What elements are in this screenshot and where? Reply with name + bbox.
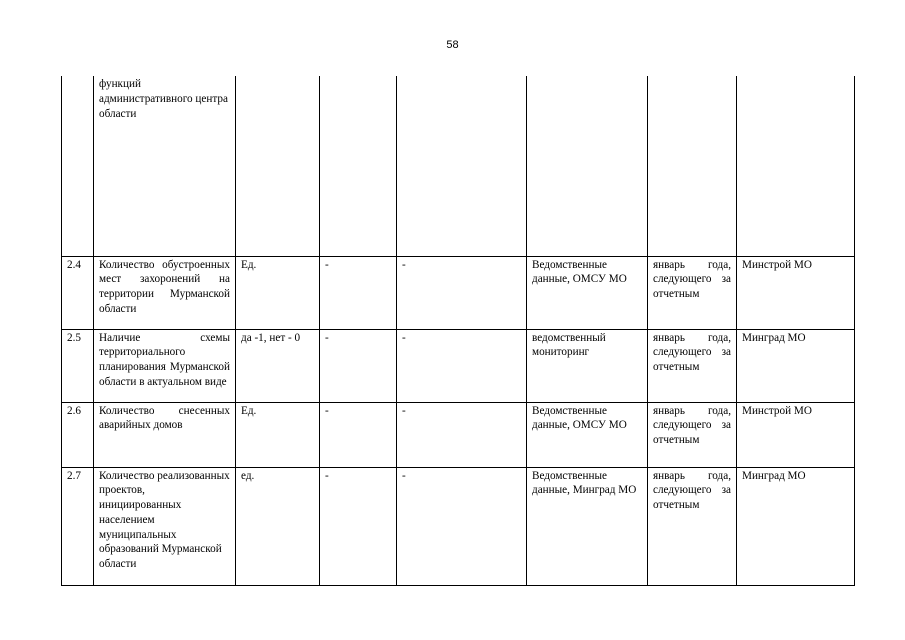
cell-responsible: Минстрой МО (737, 402, 855, 467)
cell-col5: - (397, 329, 527, 402)
cell-indicator: Количество снесенных аварийных домов (94, 402, 236, 467)
cell-col5: - (397, 402, 527, 467)
table-row (62, 402, 855, 467)
cell-source: Ведомственные данные, ОМСУ МО (527, 256, 648, 329)
table-row (62, 329, 855, 402)
cell-indicator: Количество реализованных проектов, инициированных населением муниципальных образований Мурманской области (94, 467, 236, 585)
cell-source (527, 76, 648, 256)
cell-num: 2.6 (62, 402, 94, 467)
page-number: 58 (446, 39, 459, 51)
cell-num: 2.7 (62, 467, 94, 585)
cell-num: 2.5 (62, 329, 94, 402)
cell-num (62, 76, 94, 256)
cell-unit (236, 76, 320, 256)
cell-source: Ведомственные данные, ОМСУ МО (527, 402, 648, 467)
cell-period (648, 76, 737, 256)
cell-col5 (397, 76, 527, 256)
cell-col4: - (320, 402, 397, 467)
table-row (62, 467, 855, 585)
cell-col4: - (320, 467, 397, 585)
cell-unit: да -1, нет - 0 (236, 329, 320, 402)
cell-source: ведомственный мониторинг (527, 329, 648, 402)
cell-num: 2.4 (62, 256, 94, 329)
table-row (62, 256, 855, 329)
cell-indicator: функций административного центра области (94, 76, 236, 256)
cell-col4: - (320, 329, 397, 402)
cell-unit: ед. (236, 467, 320, 585)
cell-col4: - (320, 256, 397, 329)
cell-indicator: Наличие схемы территориального планирования Мурманской области в актуальном виде (94, 329, 236, 402)
cell-col5: - (397, 467, 527, 585)
cell-col5: - (397, 256, 527, 329)
cell-responsible: Минград МО (737, 467, 855, 585)
cell-period: январь года, следующего за отчетным (648, 329, 737, 402)
cell-responsible (737, 76, 855, 256)
cell-period: январь года, следующего за отчетным (648, 467, 737, 585)
cell-unit: Ед. (236, 402, 320, 467)
table-row-continuation (62, 76, 855, 256)
cell-period: январь года, следующего за отчетным (648, 256, 737, 329)
cell-unit: Ед. (236, 256, 320, 329)
cell-source: Ведомственные данные, Минград МО (527, 467, 648, 585)
cell-period: январь года, следующего за отчетным (648, 402, 737, 467)
cell-responsible: Минстрой МО (737, 256, 855, 329)
cell-indicator: Количество обустроенных мест захоронений на территории Мурманской области (94, 256, 236, 329)
cell-responsible: Минград МО (737, 329, 855, 402)
indicators-table (61, 76, 855, 586)
cell-col4 (320, 76, 397, 256)
